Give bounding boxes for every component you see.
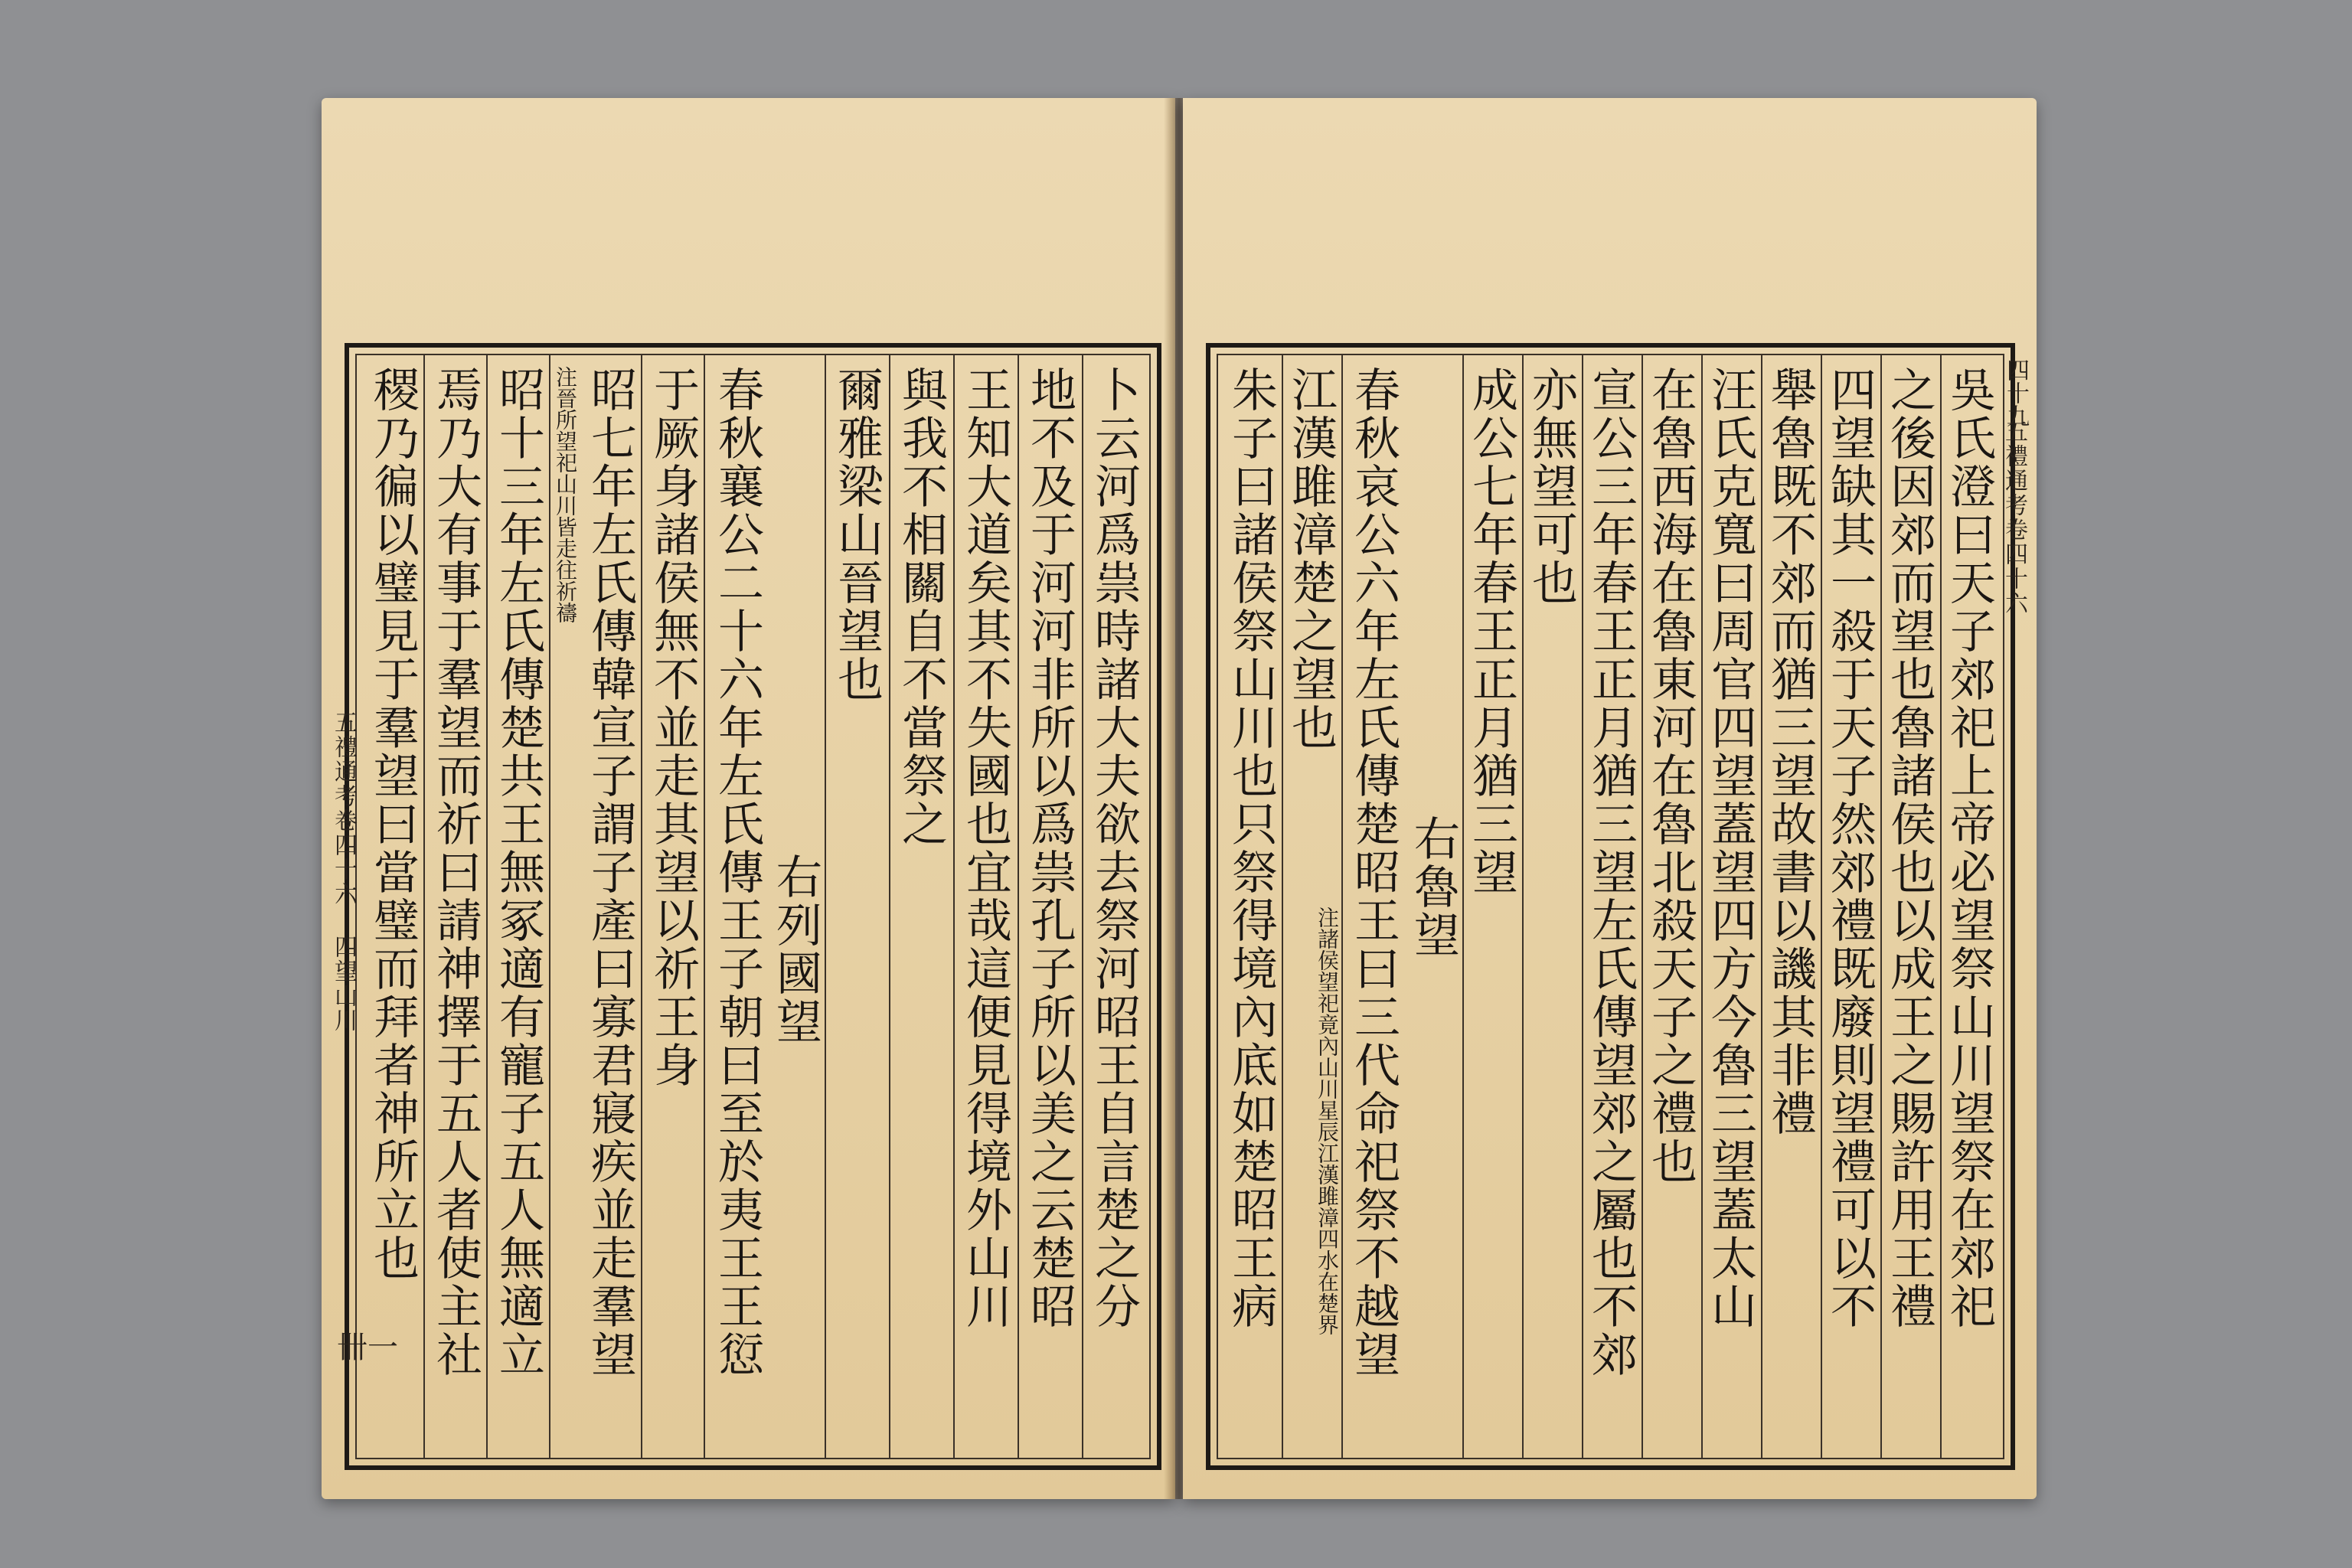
left-page bbox=[322, 98, 1175, 1499]
right-page bbox=[1183, 98, 2037, 1499]
margin-label: 五禮通考卷四十六 bbox=[2001, 420, 2027, 616]
text-column: 在魯西海在魯東河在魯北殺天子之禮也 bbox=[1644, 366, 1697, 1186]
text-column: 王知大道矣其不失國也宜哉這便見得境外山川 bbox=[959, 366, 1012, 1331]
right-text-frame bbox=[1206, 343, 2015, 1470]
section-heading: 右列國望 bbox=[769, 853, 822, 1046]
text-column: 舉魯既不郊而猶三望故書以譏其非禮 bbox=[1763, 366, 1817, 1138]
left-text-frame bbox=[345, 343, 1161, 1470]
text-column: 江漢雎漳楚之望也 bbox=[1284, 366, 1338, 752]
text-column: 稷乃徧以璧見于羣望曰當璧而拜者神所立也 bbox=[366, 366, 420, 1282]
text-column: 昭十三年左氏傳楚共王無冢適有寵子五人無適立 bbox=[492, 366, 545, 1379]
text-column: 朱子曰諸侯祭山川也只祭得境內底如楚昭王病 bbox=[1224, 366, 1278, 1331]
text-column: 于厥身諸侯無不並走其望以祈王身 bbox=[646, 366, 700, 1089]
text-column: 地不及于河河非所以爲祟孔子所以美之云楚昭 bbox=[1023, 366, 1076, 1331]
text-column: 爾雅梁山晉望也 bbox=[830, 366, 884, 704]
margin-label: 五禮通考卷四十六 四望山川 bbox=[330, 710, 357, 1033]
open-book bbox=[322, 98, 2037, 1499]
text-column: 之後因郊而望也魯諸侯也以成王之賜許用王禮 bbox=[1883, 366, 1936, 1331]
text-column: 焉乃大有事于羣望而祈曰請神擇于五人者使主社 bbox=[429, 366, 482, 1379]
text-column: 昭七年左氏傳韓宣子謂子產曰寡君寢疾並走羣望 bbox=[583, 366, 637, 1379]
text-column: 成公七年春王正月猶三望 bbox=[1465, 366, 1518, 897]
text-column: 汪氏克寬曰周官四望蓋望四方今魯三望蓋太山 bbox=[1704, 366, 1757, 1331]
annotation-column: 注諸侯望祀竟內山川星辰江漢雎漳四水在楚界 bbox=[1315, 906, 1340, 1335]
text-column: 與我不相關自不當祭之 bbox=[894, 366, 948, 848]
text-column: 宣公三年春王正月猶三望左氏傳望郊之屬也不郊 bbox=[1584, 366, 1638, 1379]
page-number: 四十九 bbox=[2002, 358, 2029, 427]
text-column: 春秋襄公二十六年左氏傳王子朝曰至於夷王王愆 bbox=[710, 366, 764, 1379]
text-column: 卜云河爲祟時諸大夫欲去祭河昭王自言楚之分 bbox=[1087, 366, 1141, 1331]
text-column: 亦無望可也 bbox=[1524, 366, 1578, 607]
text-column: 吳氏澄曰天子郊祀上帝必望祭山川望祭在郊祀 bbox=[1942, 366, 1996, 1331]
text-column: 四望缺其一殺于天子然郊禮既廢則望禮可以不 bbox=[1823, 366, 1877, 1331]
annotation-column: 注晉所望祀山川皆走往祈禱 bbox=[553, 366, 578, 623]
text-column: 春秋哀公六年左氏傳楚昭王曰三代命祀祭不越望 bbox=[1347, 366, 1400, 1379]
section-heading: 右魯望 bbox=[1406, 815, 1460, 959]
page-number: 卌一 bbox=[337, 1330, 398, 1365]
